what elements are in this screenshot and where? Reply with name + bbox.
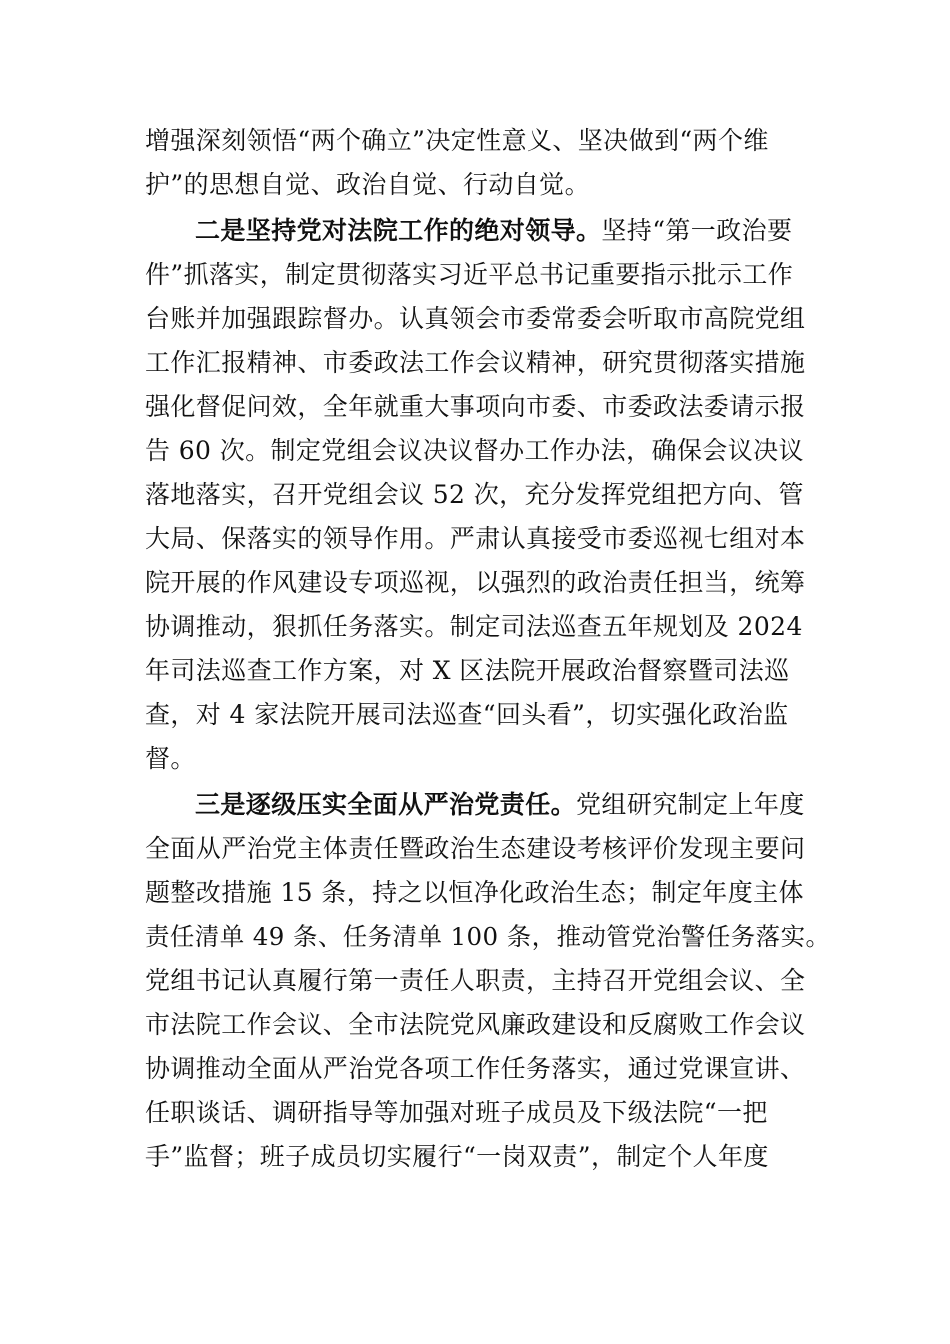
paragraph2-line: 大局、保落实的领导作用。严肃认真接受市委巡视七组对本 (145, 524, 806, 553)
paragraph3-line: 党组书记认真履行第一责任人职责，主持召开党组会议、全 (145, 966, 806, 995)
paragraph2-line: 台账并加强跟踪督办。认真领会市委常委会听取市高院党组 (145, 304, 806, 333)
paragraph2-line: 落地落实，召开党组会议 52 次，充分发挥党组把方向、管 (145, 480, 804, 509)
paragraph3-first-line (195, 783, 805, 827)
paragraph3-first-line-text: 党组研究制定上年度 (576, 790, 805, 819)
paragraph2-first-line (195, 209, 792, 253)
paragraph2-first-line-text: 坚持“第一政治要 (601, 216, 793, 245)
paragraph3-line: 任职谈话、调研指导等加强对班子成员及下级法院“一把 (145, 1098, 768, 1127)
paragraph2-line: 查，对 4 家法院开展司法巡查“回头看”，切实强化政治监 (145, 700, 789, 729)
paragraph3-line: 全面从严治党主体责任暨政治生态建设考核评价发现主要问 (145, 834, 806, 863)
paragraph3-heading: 三是逐级压实全面从严治党责任。 (195, 790, 577, 819)
paragraph2-line: 件”抓落实，制定贯彻落实习近平总书记重要指示批示工作 (145, 260, 794, 289)
paragraph3-line: 责任清单 49 条、任务清单 100 条，推动管党治警任务落实。 (145, 922, 831, 951)
paragraph3-line: 协调推动全面从严治党各项工作任务落实，通过党课宣讲、 (145, 1054, 806, 1083)
paragraph2-line: 工作汇报精神、市委政法工作会议精神，研究贯彻落实措施 (145, 348, 806, 377)
paragraph2-line: 督。 (145, 744, 196, 773)
paragraph2-line: 院开展的作风建设专项巡视，以强烈的政治责任担当，统筹 (145, 568, 806, 597)
paragraph2-line: 强化督促问效，全年就重大事项向市委、市委政法委请示报 (145, 392, 806, 421)
paragraph2-heading: 二是坚持党对法院工作的绝对领导。 (195, 216, 602, 245)
paragraph3-line: 题整改措施 15 条，持之以恒净化政治生态；制定年度主体 (145, 878, 804, 907)
paragraph3-line: 市法院工作会议、全市法院党风廉政建设和反腐败工作会议 (145, 1010, 806, 1039)
paragraph2-line: 告 60 次。制定党组会议决议督办工作办法，确保会议决议 (145, 436, 804, 465)
paragraph1-line: 护”的思想自觉、政治自觉、行动自觉。 (145, 170, 590, 199)
paragraph3-line: 手”监督；班子成员切实履行“一岗双责”，制定个人年度 (145, 1142, 769, 1171)
paragraph2-line: 协调推动，狠抓任务落实。制定司法巡查五年规划及 2024 (145, 612, 803, 641)
paragraph1-line: 增强深刻领悟“两个确立”决定性意义、坚决做到“两个维 (145, 126, 769, 155)
paragraph2-line: 年司法巡查工作方案，对 X 区法院开展政治督察暨司法巡 (145, 656, 790, 685)
